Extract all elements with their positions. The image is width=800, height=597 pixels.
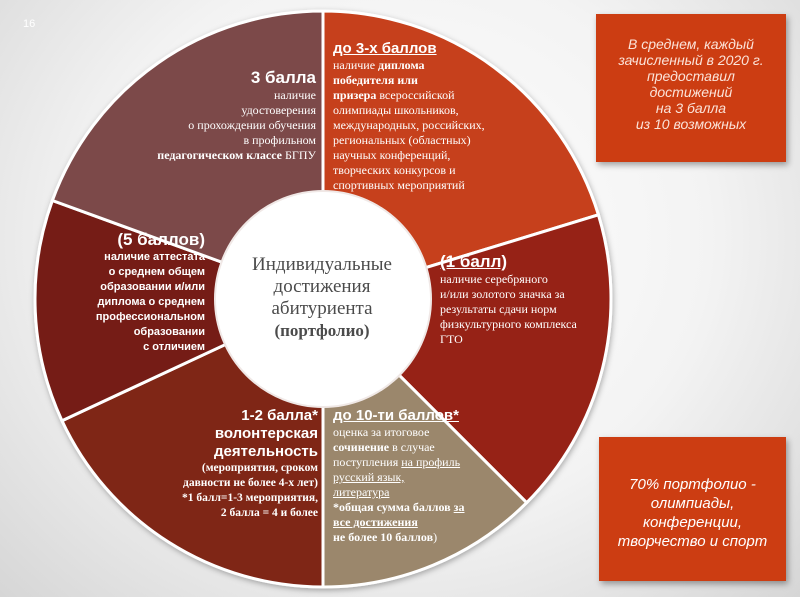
segment-line: всероссийской [376, 88, 455, 102]
segment-heading: (5 баллов) [117, 230, 205, 249]
segment-line: наличие [333, 58, 379, 72]
share-line: олимпиады, [650, 495, 735, 512]
segment-line: профессиональном [95, 311, 205, 323]
segment-line: (мероприятия, сроком [201, 462, 318, 474]
segment-underlined-text: литература [333, 485, 390, 499]
segment-line: с отличием [143, 341, 205, 353]
segment-tail-text: БГПУ [282, 148, 316, 162]
segment-line: наличие аттестата [104, 251, 205, 263]
segment-line: в профильном [243, 133, 316, 147]
center-line-3: абитуриента [271, 298, 373, 319]
segment-line: диплома о среднем [97, 296, 205, 308]
segment-line: удостоверения [241, 103, 316, 117]
segment-line: 2 балла = 4 и более [220, 507, 318, 519]
segment-bold-text: сочинение [333, 440, 390, 454]
center-subtitle: (портфолио) [274, 321, 370, 340]
share-line: конференции, [642, 514, 743, 531]
stats-line: зачисленный в 2020 г. [618, 52, 764, 68]
segment-line: результаты сдачи норм [440, 302, 557, 316]
segment-text-olympiads [333, 40, 553, 193]
segment-line: *1 балл=1-3 мероприятия, [182, 492, 318, 504]
segment-line: о среднем общем [108, 266, 205, 278]
segment-line: и/или золотого значка за [440, 287, 565, 301]
segment-text-volunteer [110, 407, 318, 521]
page-number: 16 [23, 18, 36, 30]
segment-line: волонтерская [214, 425, 318, 442]
segment-bold-text: *общая сумма баллов [333, 500, 454, 514]
center-line-2: достижения [273, 276, 371, 297]
segment-bold-text: диплома [378, 58, 425, 72]
stats-line: В среднем, каждый [628, 36, 754, 52]
center-title [222, 254, 422, 342]
segment-line: о прохождении обучения [188, 118, 316, 132]
segment-heading: до 3-х баллов [333, 40, 437, 57]
segment-line: образовании и/или [100, 281, 205, 293]
segment-line: наличие серебряного [440, 272, 548, 286]
segment-line: международных, российских, [333, 118, 485, 132]
share-line: 70% портфолио - [629, 476, 756, 493]
segment-heading: до 10-ти баллов* [333, 407, 459, 424]
segment-text-gto [440, 252, 620, 347]
segment-underlined-text: русский язык, [333, 470, 405, 484]
segment-underlined-text: все достижения [333, 515, 418, 529]
segment-line: физкультурного комплекса [440, 317, 577, 331]
segment-line: спортивных мероприятий [333, 178, 465, 192]
segment-text-3-points [100, 68, 316, 163]
segment-line: деятельность [214, 443, 318, 460]
segment-text-essay [333, 407, 523, 545]
segment-bold-text: победителя или [333, 73, 418, 87]
segment-line: оценка за итоговое [333, 425, 430, 439]
segment-text-5-points [55, 230, 205, 355]
segment-bold-text: педагогическом классе [157, 148, 282, 162]
segment-heading: 1-2 балла* [241, 407, 318, 424]
segment-line: олимпиады школьников, [333, 103, 459, 117]
segment-line: региональных (областных) [333, 133, 471, 147]
segment-heading: 3 балла [250, 68, 316, 87]
stats-line: из 10 возможных [635, 116, 747, 132]
share-line: творчество и спорт [617, 533, 768, 550]
segment-line: поступления [333, 455, 402, 469]
segment-heading: (1 балл) [440, 252, 508, 271]
segment-line: наличие [273, 88, 316, 102]
stats-box [596, 14, 786, 162]
segment-line: научных конференций, [333, 148, 451, 162]
portfolio-share-box [599, 437, 786, 581]
stats-line: на 3 балла [655, 100, 727, 116]
segment-line: ГТО [440, 332, 463, 346]
segment-line [100, 148, 316, 163]
segment-bold-text: не более 10 баллов [333, 530, 434, 544]
stats-line: достижений [649, 84, 733, 100]
segment-line: в случае [389, 440, 435, 454]
segment-line: давности не более 4-х лет) [183, 477, 318, 489]
segment-underlined-text: на профиль [401, 455, 461, 469]
segment-bold-text: призера [333, 88, 377, 102]
segment-line: творческих конкурсов и [333, 163, 456, 177]
center-line-1: Индивидуальные [252, 254, 392, 275]
segment-underlined-text: за [453, 500, 465, 514]
stats-line: предоставил [647, 68, 735, 84]
segment-line: образовании [133, 326, 205, 338]
segment-line: ) [433, 530, 438, 544]
